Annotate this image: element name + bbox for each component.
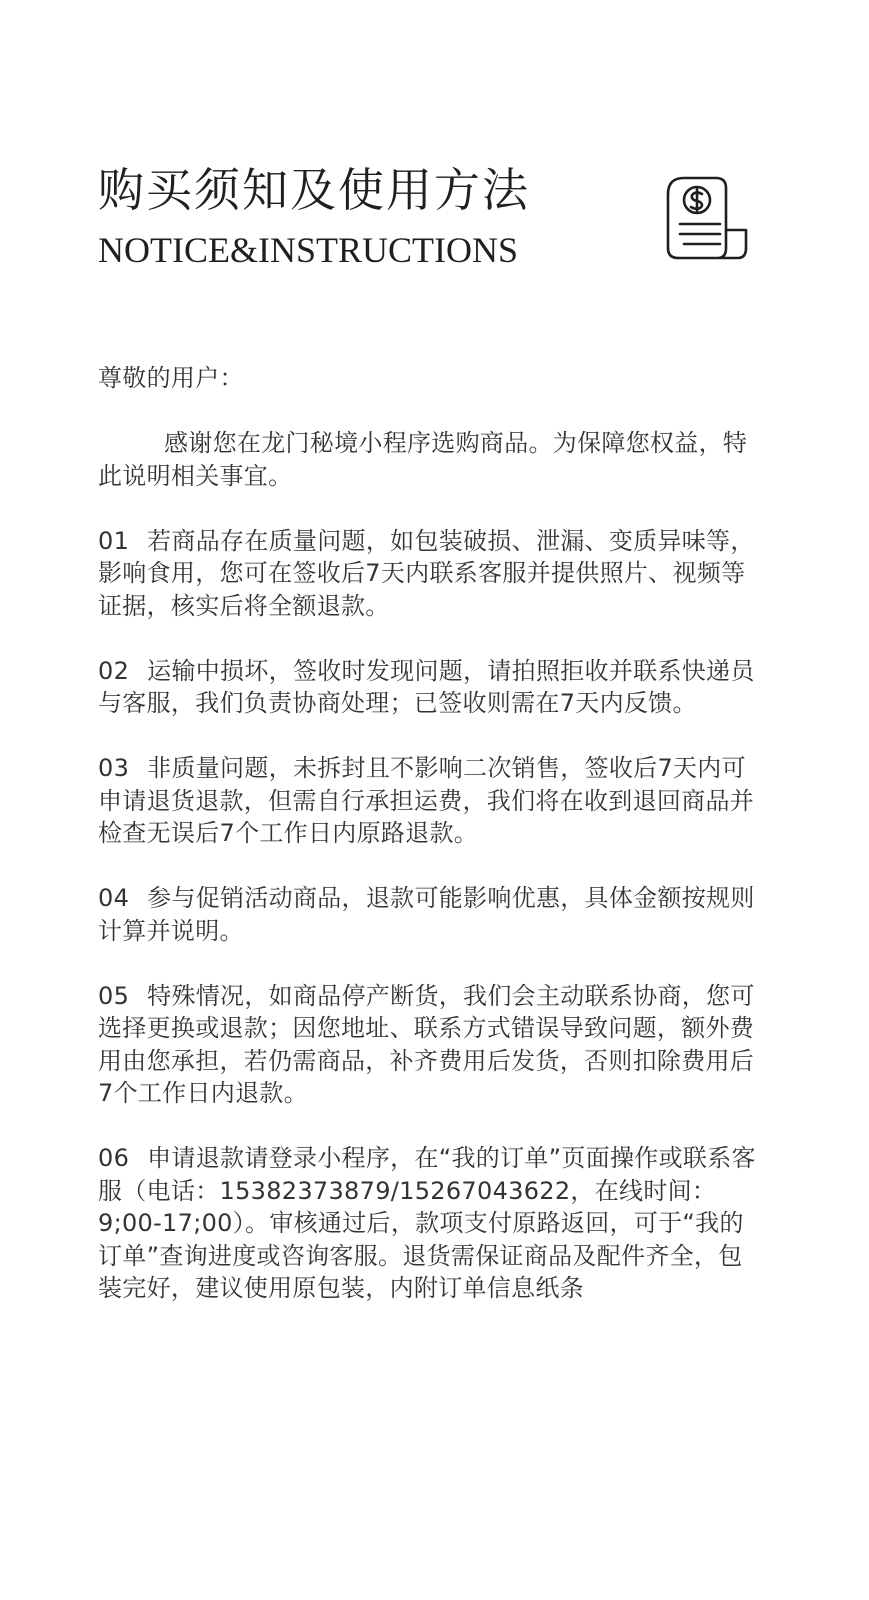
notice-content — [98, 362, 758, 1337]
notice-item — [98, 752, 758, 850]
item-number: 06 — [98, 1144, 130, 1172]
item-text: 参与促销活动商品，退款可能影响优惠，具体金额按规则计算并说明。 — [98, 884, 755, 945]
page-title: 购买须知及使用方法 — [98, 163, 530, 217]
item-number: 05 — [98, 981, 130, 1010]
notice-item — [98, 655, 758, 720]
intro-paragraph: 感谢您在龙门秘境小程序选购商品。为保障您权益，特此说明相关事宜。 — [98, 429, 748, 490]
notice-item — [98, 525, 758, 623]
item-text: 若商品存在质量问题，如包装破损、泄漏、变质异味等，影响食用，您可在签收后7天内联系客服并提供照片、视频等证据，核实后将全额退款。 — [98, 526, 755, 620]
receipt-dollar-icon — [660, 172, 752, 264]
notice-item — [98, 1142, 758, 1305]
greeting: 尊敬的用户： — [98, 364, 244, 392]
item-number: 03 — [98, 754, 130, 782]
notice-item — [98, 980, 758, 1110]
item-text: 特殊情况，如商品停产断货，我们会主动联系协商，您可选择更换或退款；因您地址、联系方式错误导致问题，额外费用由您承担，若仍需商品，补齐费用后发货，否则扣除费用后7个工作日内退款。 — [98, 981, 755, 1107]
item-number: 04 — [98, 884, 130, 912]
notice-item — [98, 882, 758, 947]
item-number: 01 — [98, 526, 130, 555]
page-subtitle: NOTICE&INSTRUCTIONS — [98, 230, 518, 270]
item-text: 运输中损坏，签收时发现问题，请拍照拒收并联系快递员与客服，我们负责协商处理；已签收则需在7天内反馈。 — [98, 656, 755, 717]
item-text: 非质量问题，未拆封且不影响二次销售，签收后7天内可申请退货退款，但需自行承担运费，我们将在收到退回商品并检查无误后7个工作日内原路退款。 — [98, 754, 755, 847]
item-number: 02 — [98, 656, 130, 685]
item-text: 申请退款请登录小程序，在“我的订单”页面操作或联系客服（电话：15382373879/15267043622，在线时间：9;00-17;00）。审核通过后，款项支付原路返回，可于“我的订单”查询进度或咨询客服。退货需保证商品及配件齐全，包装完好，建议使用原包装，内附订单信息纸条 — [98, 1144, 756, 1302]
